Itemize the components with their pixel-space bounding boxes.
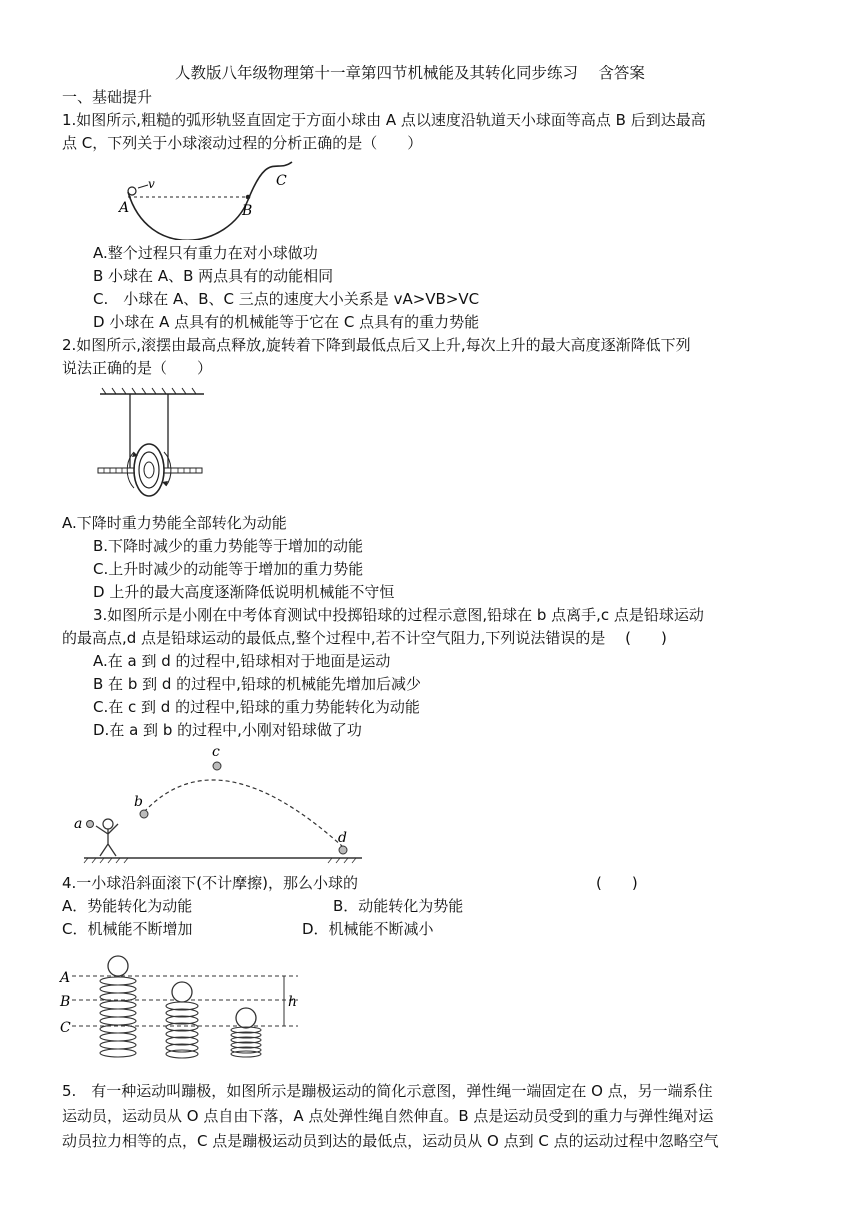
q4-option-b: B．动能转化为势能 bbox=[333, 897, 464, 915]
q2-option-a: A.下降时重力势能全部转化为动能 bbox=[62, 514, 287, 532]
q4-option-d: D．机械能不断减小 bbox=[302, 920, 434, 938]
q3-label-b: b bbox=[134, 794, 143, 810]
q4-spring-ball-figure bbox=[58, 954, 320, 1064]
q5-line3: 动员拉力相等的点，C 点是蹦极运动员到达的最低点，运动员从 O 点到 C 点的运动过程中忽略空气 bbox=[62, 1132, 719, 1150]
q1-option-d: D 小球在 A 点具有的机械能等于它在 C 点具有的重力势能 bbox=[93, 313, 480, 331]
q2-option-d: D 上升的最大高度逐渐降低说明机械能不守恒 bbox=[93, 583, 395, 601]
q1-track-figure bbox=[108, 160, 308, 240]
q1-label-b: B bbox=[242, 203, 253, 219]
q3-label-a: a bbox=[74, 816, 83, 832]
q4-label-a: A bbox=[60, 970, 71, 986]
q3-option-d: D.在 a 到 b 的过程中,小刚对铅球做了功 bbox=[93, 721, 362, 739]
q3-stem-line2: 的最高点,d 点是铅球运动的最低点,整个过程中,若不计空气阻力,下列说法错误的是 ( ) bbox=[62, 629, 667, 647]
page-title: 人教版八年级物理第十一章第四节机械能及其转化同步练习 含答案 bbox=[175, 64, 645, 82]
q1-option-b: B 小球在 A、B 两点具有的动能相同 bbox=[93, 267, 334, 285]
q3-stem-line1: 3.如图所示是小刚在中考体育测试中投掷铅球的过程示意图,铅球在 b 点离手,c 点是铅球运动 bbox=[93, 606, 704, 624]
q2-yoyo-pendulum-figure bbox=[92, 386, 212, 506]
q4-answer-paren: ( ) bbox=[596, 874, 638, 892]
q3-shot-put-figure bbox=[62, 744, 372, 866]
q1-stem-line2: 点 C，下列关于小球滚动过程的分析正确的是（ ） bbox=[62, 134, 423, 152]
q4-option-a: A．势能转化为动能 bbox=[62, 897, 193, 915]
q1-label-a: A bbox=[119, 200, 130, 216]
q2-option-c: C.上升时减少的动能等于增加的重力势能 bbox=[93, 560, 364, 578]
q3-option-b: B 在 b 到 d 的过程中,铅球的机械能先增加后减少 bbox=[93, 675, 421, 693]
q3-option-a: A.在 a 到 d 的过程中,铅球相对于地面是运动 bbox=[93, 652, 391, 670]
q1-label-v: v bbox=[148, 177, 155, 191]
section-heading: 一、基础提升 bbox=[62, 88, 153, 106]
q4-option-c: C．机械能不断增加 bbox=[62, 920, 193, 938]
q4-label-b: B bbox=[60, 994, 71, 1010]
q1-label-c: C bbox=[276, 173, 287, 189]
q4-label-h: h bbox=[288, 994, 298, 1010]
q1-option-a: A.整个过程只有重力在对小球做功 bbox=[93, 244, 318, 262]
q4-label-c: C bbox=[60, 1020, 71, 1036]
q4-stem: 4.一小球沿斜面滚下(不计摩擦)，那么小球的 bbox=[62, 874, 359, 892]
q3-label-c: c bbox=[212, 744, 220, 760]
q3-label-d: d bbox=[338, 830, 347, 846]
q3-option-c: C.在 c 到 d 的过程中,铅球的重力势能转化为动能 bbox=[93, 698, 420, 716]
q5-line2: 运动员，运动员从 O 点自由下落，A 点处弹性绳自然伸直。B 点是运动员受到的重力与弹性绳对运 bbox=[62, 1107, 714, 1125]
q2-option-b: B.下降时减少的重力势能等于增加的动能 bbox=[93, 537, 364, 555]
q2-stem-line1: 2.如图所示,滚摆由最高点释放,旋转着下降到最低点后又上升,每次上升的最大高度逐渐降低下列 bbox=[62, 336, 691, 354]
q2-stem-line2: 说法正确的是（ ） bbox=[62, 359, 213, 377]
q5-line1: 5. 有一种运动叫蹦极，如图所示是蹦极运动的简化示意图，弹性绳一端固定在 O 点，另一端系住 bbox=[62, 1082, 713, 1100]
q1-option-c: C. 小球在 A、B、C 三点的速度大小关系是 vA>VB>VC bbox=[93, 290, 480, 308]
q1-stem-line1: 1.如图所示,粗糙的弧形轨竖直固定于方面小球由 A 点以速度沿轨道天小球面等高点 B 后到达最高 bbox=[62, 111, 706, 129]
